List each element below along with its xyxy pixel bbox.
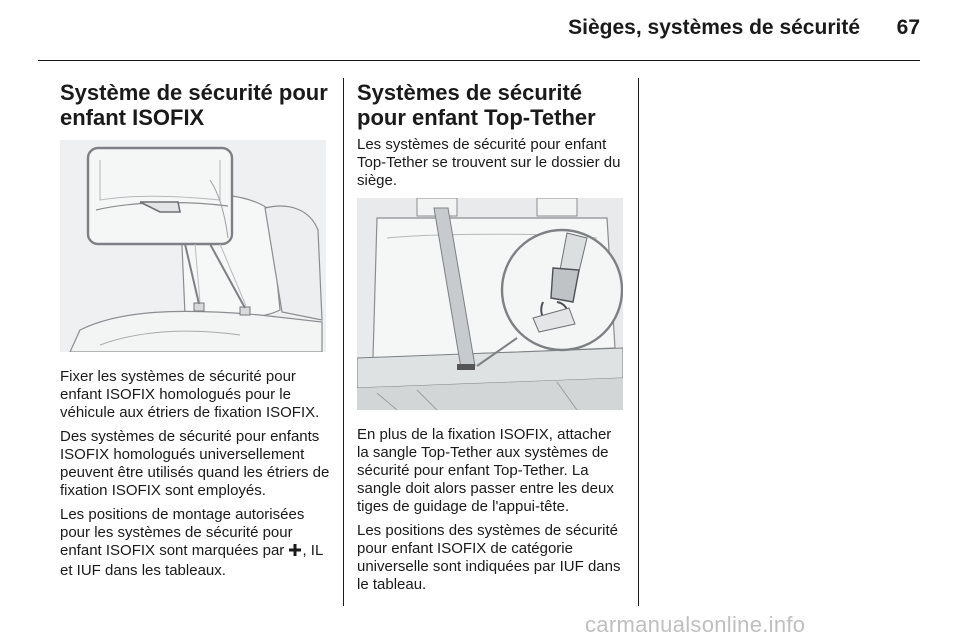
top-tether-heading: Systèmes de sécurité pour enfant Top-Tether [357,80,596,130]
page-number: 67 [896,16,920,39]
page-header-title: Sièges, systèmes de sécurité [568,16,860,39]
isofix-heading: Système de sécurité pour enfant ISOFIX [60,80,328,130]
isofix-illustration [60,140,326,352]
isofix-paragraph-2: Des systèmes de sécurité pour enfants ISOFIX homologués universellement peuvent être utilisés quand les étriers de fixation ISOFIX sont employés. [60,428,330,499]
isofix-paragraph-1: Fixer les systèmes de sécurité pour enfant ISOFIX homologués pour le véhicule aux étriers de fixation ISOFIX. [60,368,320,421]
plus-icon [288,543,302,562]
watermark: carmanualsonline.info [585,612,806,637]
isofix-paragraph-3-end: , IL et IUF dans les tableaux. [60,542,323,579]
column-divider-2 [638,78,639,606]
column-divider-1 [343,78,344,606]
top-tether-paragraph-1: En plus de la fixation ISOFIX, attacher la sangle Top-Tether aux systèmes de sécurité pour enfant Top-Tether. La sangle doit alors passer entre les deux tiges de guidage de l'appui-tête. [357,426,614,515]
isofix-section [60,80,330,586]
top-tether-illustration [357,198,623,410]
top-tether-intro: Les systèmes de sécurité pour enfant Top-Tether se trouvent sur le dossier du siège. [357,136,621,189]
top-tether-section [357,80,625,600]
isofix-paragraph-3-start: Les positions de montage autorisées pour les systèmes de sécurité pour enfant ISOFIX sont marquées par [60,506,305,559]
top-tether-paragraph-2: Les positions des systèmes de sécurité pour enfant ISOFIX de catégorie universelle sont indiquées par IUF dans le tableau. [357,522,621,593]
isofix-paragraph-3 [60,506,330,580]
header-rule [38,60,920,61]
